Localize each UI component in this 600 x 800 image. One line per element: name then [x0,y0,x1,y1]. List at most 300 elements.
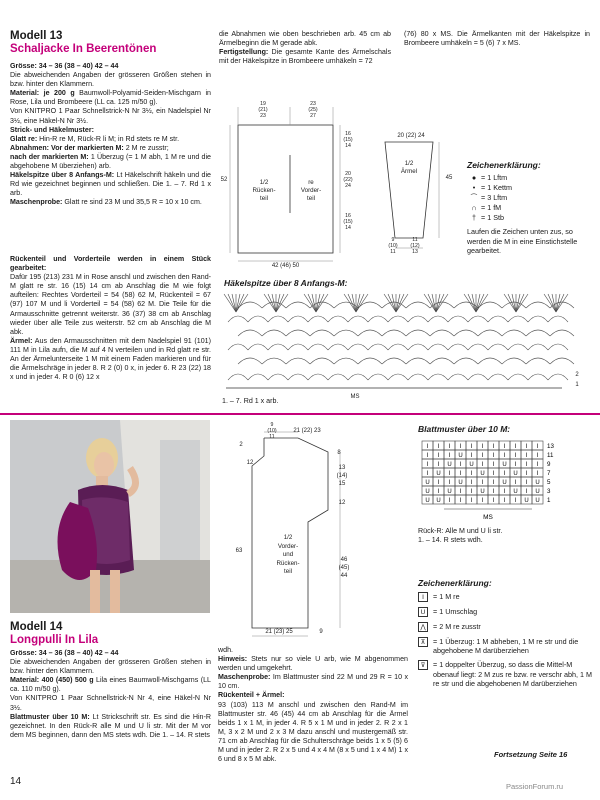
s2-b2a: 11 [412,237,418,243]
s1-s2c: 24 [345,183,351,189]
blatt-title: Blattmuster über 10 M: [418,424,511,434]
chart-symbol: I [426,444,429,450]
legend-crochet-text: = 3 Lftm [481,193,508,202]
chart-symbol: U [535,480,540,486]
lace-arc [388,316,408,322]
chart-symbol: U [524,498,529,504]
lace-arc [268,344,288,350]
schema-pullover [228,422,378,644]
bold-term: Strick- und Häkelmuster: [10,125,94,134]
chart-symbol: I [426,471,429,477]
lace-fan [428,294,436,312]
legend-crochet-text: = 1 fM [481,203,502,212]
lace-arc [328,316,348,322]
lace-fan [468,294,476,312]
row-number-label: 9 [547,461,551,468]
chart-symbol: I [492,462,495,468]
col2-top-text [219,30,391,66]
chart-symbol: I [448,444,451,450]
lace-fan [548,294,556,312]
chart-symbol: I [503,453,506,459]
bold-term: Maschenprobe: [218,673,271,682]
chart-symbol: U [436,471,441,477]
lace-arc [238,330,262,336]
paragraph-text: Die abweichenden Angaben der grösseren Größen stehen in bzw. hinter den Klammern. [10,658,211,676]
chart-symbol: I [536,462,539,468]
chart-symbol: I [481,444,484,450]
chart-symbol: U [469,462,474,468]
lace-arc [468,374,488,380]
s1-s3a: 16 [345,213,351,219]
paragraph-text: Im Blattmuster sind 22 M und 29 R = 10 x 10 cm. [218,673,408,691]
lace-arc [468,344,488,350]
lace-fan [308,294,316,312]
blatt-chart-svg [418,437,593,527]
lace-arc [528,374,548,380]
chart-symbol: I [525,489,528,495]
lace-arc [548,374,568,380]
s3-r2b: (14) [336,473,348,479]
chart-symbol: I [514,480,517,486]
lace-arc [448,344,468,350]
lace-arc [454,330,478,336]
chart-symbol: U [436,498,441,504]
s1-lb: 23 [260,113,266,119]
s2-b2b: (12) [410,243,420,249]
lace-arc [388,344,408,350]
s1-l2: Rücken- [252,187,276,194]
legend-knit-text: = 1 Überzug: 1 M abheben, 1 M re str und die abgehobene M darüberziehen [433,637,579,656]
chart-symbol: I [536,471,539,477]
lace-arc [468,316,488,322]
lace-arc [388,374,408,380]
chart-symbol: I [448,471,451,477]
s2-b2c: 13 [412,249,418,255]
chart-symbol: U [458,480,463,486]
lace-arc [334,330,358,336]
lace-arc [328,374,348,380]
chart-symbol: I [470,480,473,486]
paragraph-text: Dafür 195 (213) 231 M in Rose anschl und zwischen den Rand-M glatt re str. 16 (15) 14 cm ab Anschlag die M wie folgt aufteilen: Rechtes Vorderteil = 54 (58) 62 M, Rückenteil = 67 (97) 107 M und li Vorderteil = 54 (58) 62 M. Die Teile für die Armausschnitte getrennt weiterstr. 36 (37) 38 cm ab Anschlag wieder über alle Teile zus weiterstr. 52 cm ab Anschlag die M abk. [10,273,211,336]
col2-fert-para [219,48,391,66]
text-paragraph [10,658,211,676]
chart-symbol: I [514,498,517,504]
lace-arc [308,316,328,322]
text-paragraph [10,107,211,125]
chart-symbol: U [480,489,485,495]
model14-heading [10,621,210,647]
row-number-label: 11 [547,452,554,459]
s1-height: 52 [220,177,228,183]
s1-rb: 27 [310,113,316,119]
chart-symbol: I [459,444,462,450]
chart-symbol: I [492,444,495,450]
text-paragraph [10,89,211,107]
lace-row2: 2 [575,372,579,378]
row-number-label: 7 [547,470,551,477]
paragraph-text: 2 M re zusstr; [123,143,169,152]
lace-arc [428,344,448,350]
chart-symbol: I [459,471,462,477]
s2-l2: Ärmel [400,168,418,175]
chart-symbol: I [525,453,528,459]
col2-top-para: die Abnahmen wie oben beschrieben arb. 45 cm ab Ärmelbeginn die M gerade abk. [219,30,391,48]
lace-arc [286,330,310,336]
text-paragraph [218,691,408,700]
repeat-label: MS [483,514,493,521]
lace-arc [268,316,288,322]
text-paragraph [10,273,211,337]
lace-arc [406,330,430,336]
chart-symbol: I [492,480,495,486]
legend-crochet-text: = 1 Lftm [481,173,508,182]
fert-label: Fertigstellung: [219,48,269,57]
lace-arc [508,316,528,322]
legend-knit-row [418,607,592,617]
s2-b1a: 9 [391,237,395,243]
lace-fan [396,294,404,312]
s3-lab2: Vorder- [277,542,299,550]
s1-lt: 19 [260,101,266,107]
legend-crochet-row [467,173,592,183]
legend-crochet-text: = 1 Stb [481,213,504,222]
lace-arc [454,358,478,364]
text-paragraph [10,255,211,273]
s3-t3: 11 [269,434,275,440]
bold-term: Material: je 200 g [10,89,75,98]
chart-symbol: U [447,462,452,468]
model13-title: Schaljacke In Beerentönen [10,43,157,55]
text-paragraph [10,337,211,382]
s3-l2: 12 [246,460,254,466]
lace-arc [488,344,508,350]
chart-symbol: I [426,462,429,468]
legend-knit-items [418,592,592,688]
lace-arc [262,330,286,336]
chart-symbol: U [502,462,507,468]
lace-arc [488,374,508,380]
lace-row1: 1 [575,382,579,388]
chart-symbol: I [503,489,506,495]
s3-t1: 9 [270,422,274,428]
text-paragraph [10,713,211,740]
chart-symbol: I [525,471,528,477]
bold-term: Abnahmen: Vor der markierten M: [10,143,124,152]
legend-knit-row [418,660,592,688]
col3-top-text [404,30,590,48]
legend-knit-row [418,622,592,632]
legend-crochet-items [467,173,592,223]
lace-arc [526,330,550,336]
legend-crochet-row [467,193,592,203]
s1-s2b: (22) [343,177,353,183]
chart-symbol: I [448,480,451,486]
row-number-label: 5 [547,479,551,486]
lace-arc [488,316,508,322]
lace-arc [528,344,548,350]
lace-arc [348,316,368,322]
legend-crochet-title: Zeichenerklärung: [467,160,541,170]
s3-shoulder: 21 (22) 23 [293,428,321,434]
paragraph-text: Stets nur so viele U arb, wie M abgenommen werden und umgekehrt. [218,655,408,673]
lace-arc [228,316,248,322]
model14-instructions [10,649,211,740]
s2-top: 20 (22) 24 [397,133,425,139]
lace-arc [548,316,568,322]
chart-symbol: U [513,489,518,495]
s3-t2: (10) [267,428,277,434]
lace-arc [286,358,310,364]
chart-symbol: I [492,489,495,495]
chart-symbol: I [470,471,473,477]
lace-arc [288,344,308,350]
bold-term: Material: 400 (450) 500 g [10,676,94,685]
text-paragraph [10,694,211,712]
s3-bottom: 21 (23) 25 [265,629,293,635]
lace-arc [308,374,328,380]
lace-arc [238,302,262,308]
s1-s1c: 14 [345,143,351,149]
paragraph-text: Hin-R re M, Rück-R li M; in Rd stets re M str. [37,134,180,143]
lace-arc [358,330,382,336]
lace-arc [408,344,428,350]
s3-lab5: teil [284,568,292,575]
paragraph-text: Von KNITPRO 1 Paar Schnellstrick-N Nr 4, eine Häkel-N Nr 3½. [10,694,211,712]
lace-arc [448,316,468,322]
schema-back-front [218,95,358,275]
lace-fan [516,294,524,312]
text-paragraph [10,71,211,89]
legend-crochet-row [467,183,592,193]
lace-arc [508,344,528,350]
lace-arc [248,344,268,350]
blatt-note [418,527,588,545]
bold-term: Glatt re: [10,134,38,143]
lace-arc [478,302,502,308]
s3-r3: 12 [338,500,346,506]
chart-symbol: U [502,480,507,486]
chart-symbol: U [513,471,518,477]
lace-arc [428,374,448,380]
text-paragraph [10,126,211,135]
paragraph-text: Von KNITPRO 1 Paar Schnellstrick-N Nr 3½, ein Nadelspiel Nr 3½, eine Häkel-N Nr 3½. [10,107,211,125]
lace-fan [236,294,244,312]
bold-term: Ärmel: [10,336,33,345]
chart-symbol: I [481,453,484,459]
chart-symbol: I [459,489,462,495]
crochet-symbol-icon: ● [471,173,477,182]
s1-s1b: (15) [343,137,353,143]
s3-sb: (45) [338,565,350,571]
chart-symbol: I [481,462,484,468]
lace-arc [310,330,334,336]
lace-arc [238,358,262,364]
lace-arc [448,374,468,380]
blatt-note1: Rück-R: Alle M und U li str. [418,527,503,535]
lace-fan [476,294,484,312]
s3-lab4: Rücken- [276,559,300,567]
lace-arc [408,316,428,322]
text-paragraph [10,171,211,198]
legend-knit-text: = 1 doppelter Überzug, so dass die Mittel-M obenauf liegt: 2 M zus re bzw. re verschr abh, 1 M re str und die abgehobenen M darüberziehen [433,660,592,688]
lace-fan [348,294,356,312]
model13-instructions [10,62,211,208]
legend-knit-text: = 1 M re [433,592,460,601]
s3-l1: 2 [239,442,243,448]
legend-knit-text: = 1 Umschlag [433,607,478,616]
model13-heading [10,30,210,56]
s2-length: 45 [445,175,453,181]
lace-arc [508,374,528,380]
legend-knit-row [418,637,592,655]
model14-title: Longpulli In Lila [10,634,99,646]
bold-term: Grösse: 34 – 36 (38 – 40) 42 – 44 [10,649,119,657]
lace-arc [408,374,428,380]
s3-sc: 44 [340,573,348,579]
paragraph-text: Aus den Armausschnitten mit dem Nadelspiel 91 (101) 111 M in Lila aufn, die M auf 4 N verteilen und in Rd glatt re str. An der Ärmelunterseite 1 M mit einem Faden markieren und für die Ärmelschräge in jeder 8. R 2 (0) 0 x, in jeder 6. R 23 (22) 18 x und in jeder 4. R 0 (6) 12 x [10,336,211,382]
crochet-symbol-icon: ∩ [471,203,477,212]
s1-rt: 23 [310,101,316,107]
chart-symbol: U [535,489,540,495]
s3-lab1: 1/2 [283,534,293,541]
chart-symbol: U [535,498,540,504]
lace-arc [288,374,308,380]
chart-symbol: U [458,453,463,459]
chart-symbol: I [437,489,440,495]
lace-arc [406,358,430,364]
lace-arc [358,302,382,308]
chart-symbol: I [492,453,495,459]
chart-symbol: I [503,471,506,477]
schema-pullover-svg [228,422,378,644]
bold-term: nach der markierten M: [10,152,89,161]
s1-r1: re [308,179,314,186]
legend-crochet-row [467,213,592,223]
model14-continued [218,646,408,764]
legend-crochet-row [467,203,592,213]
lace-arc [228,344,248,350]
lace-arc [502,358,526,364]
s1-s3c: 14 [345,225,351,231]
bold-term: Rückenteil + Ärmel: [218,691,285,700]
legend-crochet [467,160,592,256]
chart-symbol: I [525,480,528,486]
text-paragraph [218,673,408,691]
lace-arc [368,374,388,380]
chart-symbol: I [448,498,451,504]
paragraph-text: wdh. [218,646,233,654]
chart-symbol: I [470,498,473,504]
s2-l1: 1/2 [404,160,414,167]
chart-symbol: I [492,471,495,477]
chart-symbol: I [470,444,473,450]
s2-b1b: (10) [388,243,398,249]
paragraph-text: Lt Häkelschrift häkeln und die Rd wie gezeichnet beginnen und schließen. Die 1. – 7. Rd 1 x arb. [10,171,211,198]
lace-fan [276,294,284,312]
chart-symbol: I [481,480,484,486]
lace-arc [406,302,430,308]
lace-arc [308,344,328,350]
chart-symbol: I [536,444,539,450]
paragraph-text: 1 Überzug (= 1 M abh, 1 M re und die abgehobene M überziehen) arb. [10,152,211,171]
s1-l1: 1/2 [259,179,269,186]
lace-arc [428,316,448,322]
model-photo [10,420,210,613]
chart-symbol: I [437,453,440,459]
paragraph-text: 93 (103) 113 M anschl und zwischen den Rand-M im Blattmuster str. 46 (45) 44 cm ab Anschlag für die Ärmel beids 1 x 1 M, in jeder 4. R 5 x 1 M und in jeder 2. R 2 x 1 M, 3 x 2 M und 2 x 3 M dazu anschl und mustergemäß str. 71 cm ab Anschlag für die Schulterschräge beids 1 x 5 (5) 6 M und in jeder 2. R 2 x 5 und 4 x 4 M (8 x 5 und 1 x 4 M) 1 x 6 und 8 x 5 M abk. [218,700,408,764]
s1-s2a: 20 [345,171,351,177]
text-paragraph [10,198,211,207]
lace-title: Häkelspitze über 8 Anfangs-M: [224,278,348,288]
s3-height: 63 [235,548,243,554]
s3-sa: 46 [340,557,348,563]
lace-arc [430,330,454,336]
lace-arc [430,358,454,364]
lace-arc [526,358,550,364]
lace-arc [550,330,574,336]
chart-symbol: I [437,480,440,486]
chart-symbol: I [437,444,440,450]
text-paragraph [10,144,211,153]
chart-symbol: I [536,453,539,459]
legend-crochet-note: Laufen die Zeichen unten zus, so werden die M in eine Einstichstelle gearbeitet. [467,227,578,255]
lace-arc [368,316,388,322]
s3-r2a: 13 [338,465,346,471]
bold-term: Häkelspitze über 8 Anfangs-M: [10,171,115,180]
text-paragraph [218,655,408,673]
paragraph-text: Lt Strickschrift str. Es sind die Hin-R gezeichnet. In den Rück-R alle M und U li str. Mit der M vor dem MS beginnen, dann den MS stets wdh. Die 1. – 14. R stets [10,712,211,739]
continue-note: Fortsetzung Seite 16 [494,750,568,759]
s1-lm: (21) [258,107,268,113]
text-paragraph [218,701,408,765]
crochet-symbol-icon: † [472,213,476,222]
knit-symbol-icon: U [418,607,428,617]
col3-top-para: (76) 80 x MS. Die Ärmelkanten mit der Häkelspitze in Brombeere umhäkeln = 5 (6) 7 x MS. [404,30,590,48]
text-paragraph [10,62,211,71]
lace-arc [526,302,550,308]
chart-symbol: I [437,462,440,468]
paragraph-text: Baumwoll-Polyamid-Seiden-Mischgarn in Rose, Lila und Brombeere (LL ca. 125 m/50 g). [10,89,212,107]
watermark: PassionForum.ru [506,782,564,791]
text-paragraph [10,135,211,144]
lace-arc [550,358,574,364]
lace-arc [310,358,334,364]
legend-crochet-text: = 1 Kettm [481,183,512,192]
lace-chart-svg [222,290,588,402]
lace-arc [382,330,406,336]
section-divider [0,413,600,415]
chart-symbol: I [514,453,517,459]
row-number-label: 1 [547,497,551,504]
lace-arc [228,374,248,380]
chart-symbol: U [447,489,452,495]
s1-r3: teil [307,195,315,202]
lace-arc [478,358,502,364]
paragraph-text: Lila eines Baumwoll-Mischgarns (LL ca. 110 m/50 g). [10,676,211,694]
lace-arc [548,344,568,350]
model14-label: Modell 14 [10,621,63,633]
bold-term: Blattmuster über 10 M: [10,712,90,721]
row-number-label: 3 [547,488,551,495]
legend-knit [418,578,592,693]
s1-l3: teil [260,195,268,202]
schema-back-front-svg [218,95,358,275]
legend-knit-row [418,592,592,602]
lace-arc [248,316,268,322]
paragraph-text: Glatt re sind 23 M und 35,5 R = 10 x 10 cm. [62,198,202,207]
lace-arc [286,302,310,308]
lace-arc [262,358,286,364]
